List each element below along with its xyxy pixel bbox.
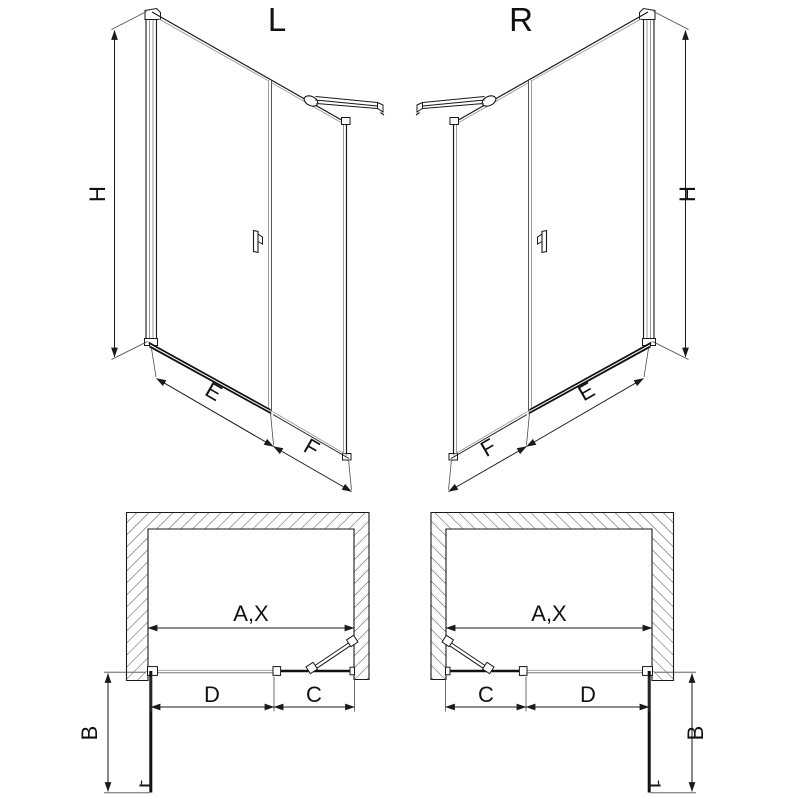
dim-label-door-width-right: D — [580, 682, 596, 707]
dim-label-door-panel-right: E — [573, 377, 599, 407]
dim-label-fixed-width-right: C — [478, 682, 494, 707]
dim-label-height-left: H — [85, 186, 110, 202]
dim-label-door-width-left: D — [204, 682, 220, 707]
dim-label-swing-left: B — [77, 725, 102, 741]
plan-right-geometry — [431, 513, 696, 793]
elevation-right-geometry — [416, 9, 689, 492]
dim-label-swing-right: B — [683, 725, 708, 741]
labels-layer — [77, 1, 708, 740]
dim-label-fixed-panel-left: F — [299, 433, 324, 462]
elevation-left-title: L — [267, 1, 287, 38]
elevation-right-title: R — [509, 1, 533, 38]
dim-label-fixed-width-left: C — [306, 682, 322, 707]
dim-label-height-right: H — [675, 186, 700, 202]
dim-label-door-panel-left: E — [201, 377, 227, 407]
elevation-left-geometry — [112, 9, 385, 492]
dim-label-fixed-panel-right: F — [476, 433, 501, 462]
plan-left-geometry — [104, 513, 369, 793]
dim-label-opening-left: A,X — [233, 601, 269, 626]
dim-label-opening-right: A,X — [531, 601, 567, 626]
